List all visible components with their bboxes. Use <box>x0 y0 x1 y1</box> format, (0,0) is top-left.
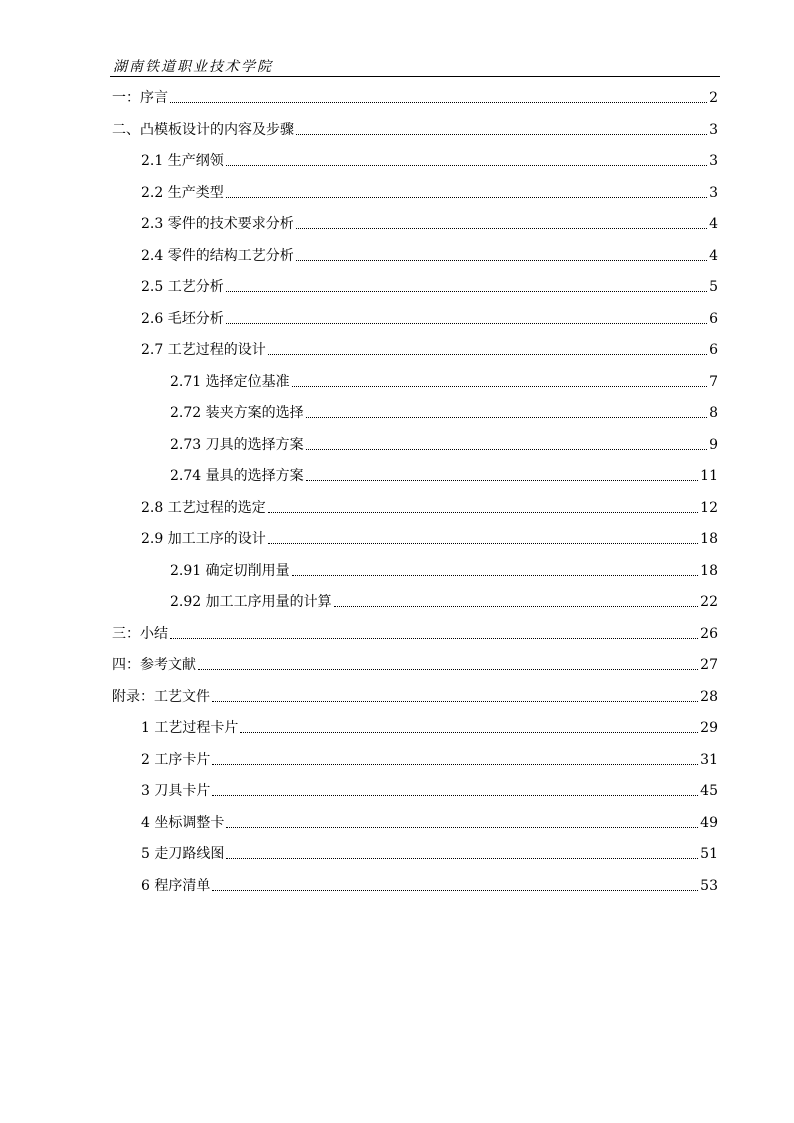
toc-entry[interactable] <box>141 781 718 801</box>
toc-entry-page-number: 29 <box>700 720 718 736</box>
toc-entry[interactable] <box>170 561 718 581</box>
toc-entry-label: 2.4 零件的结构工艺分析 <box>141 247 294 264</box>
toc-entry[interactable] <box>170 592 718 612</box>
toc-entry-label: 3 刀具卡片 <box>141 783 211 799</box>
toc-entry[interactable] <box>141 340 718 360</box>
toc-dot-leader <box>212 764 698 765</box>
toc-entry[interactable] <box>112 624 718 644</box>
toc-entry-page-number: 7 <box>709 373 718 390</box>
toc-entry[interactable] <box>170 466 718 486</box>
toc-entry[interactable] <box>112 88 718 108</box>
toc-entry-label: 2.7 工艺过程的设计 <box>141 342 266 358</box>
toc-dot-leader <box>292 575 699 576</box>
toc-dot-leader <box>240 732 698 733</box>
toc-entry-label: 2.73 刀具的选择方案 <box>170 436 304 453</box>
toc-entry-label: 2.1 生产纲领 <box>141 153 224 169</box>
toc-dot-leader <box>226 858 698 859</box>
toc-entry-label: 4 坐标调整卡 <box>141 814 225 831</box>
toc-entry-page-number: 31 <box>700 751 718 768</box>
toc-entry-page-number: 9 <box>709 436 718 453</box>
toc-dot-leader <box>268 543 698 544</box>
toc-entry-page-number: 12 <box>700 499 718 516</box>
toc-entry-page-number: 4 <box>709 247 718 264</box>
toc-entry-page-number: 5 <box>709 279 718 295</box>
toc-entry-page-number: 27 <box>700 657 718 673</box>
toc-entry[interactable] <box>141 214 718 234</box>
toc-entry[interactable] <box>170 435 718 455</box>
toc-dot-leader <box>212 890 698 891</box>
toc-entry[interactable] <box>141 309 718 329</box>
toc-dot-leader <box>334 606 699 607</box>
toc-entry-page-number: 53 <box>700 877 718 894</box>
toc-entry-page-number: 3 <box>709 153 718 169</box>
toc-entry-page-number: 3 <box>709 121 718 138</box>
toc-entry-label: 一：序言 <box>112 90 168 106</box>
toc-entry-label: 2.2 生产类型 <box>141 184 224 201</box>
toc-entry-label: 1 工艺过程卡片 <box>141 720 239 736</box>
toc-entry-label: 2.8 工艺过程的选定 <box>141 499 266 516</box>
toc-dot-leader <box>296 260 707 261</box>
toc-dot-leader <box>306 480 699 481</box>
toc-entry-label: 2.71 选择定位基准 <box>170 373 290 390</box>
toc-entry[interactable] <box>112 655 718 675</box>
toc-entry-label: 四：参考文献 <box>112 657 196 673</box>
toc-entry[interactable] <box>141 813 718 833</box>
toc-entry[interactable] <box>112 120 718 140</box>
toc-dot-leader <box>226 197 707 198</box>
toc-entry-label: 6 程序清单 <box>141 877 211 894</box>
toc-dot-leader <box>226 323 707 324</box>
toc-entry[interactable] <box>141 277 718 297</box>
toc-entry-label: 2.9 加工工序的设计 <box>141 531 266 547</box>
toc-entry[interactable] <box>141 498 718 518</box>
toc-entry[interactable] <box>141 183 718 203</box>
toc-entry[interactable] <box>170 403 718 423</box>
header-divider <box>110 76 720 77</box>
toc-entry-label: 2.5 工艺分析 <box>141 279 224 295</box>
toc-dot-leader <box>226 165 707 166</box>
toc-entry-page-number: 6 <box>709 310 718 327</box>
toc-entry[interactable] <box>141 844 718 864</box>
toc-entry[interactable] <box>141 750 718 770</box>
toc-entry-label: 2.72 装夹方案的选择 <box>170 405 304 421</box>
toc-dot-leader <box>212 701 698 702</box>
toc-entry-label: 2.91 确定切削用量 <box>170 562 290 579</box>
toc-entry[interactable] <box>141 246 718 266</box>
toc-entry-page-number: 26 <box>700 625 718 642</box>
toc-dot-leader <box>268 512 698 513</box>
toc-entry-page-number: 11 <box>700 468 718 484</box>
toc-entry-page-number: 22 <box>700 594 718 610</box>
toc-dot-leader <box>170 638 698 639</box>
toc-entry[interactable] <box>141 876 718 896</box>
toc-entry-label: 二、凸模板设计的内容及步骤 <box>112 121 294 138</box>
toc-entry-page-number: 6 <box>709 342 718 358</box>
toc-entry-page-number: 28 <box>700 688 718 705</box>
toc-entry-label: 2.3 零件的技术要求分析 <box>141 216 294 232</box>
toc-entry-page-number: 8 <box>709 405 718 421</box>
toc-dot-leader <box>226 827 698 828</box>
toc-entry-page-number: 18 <box>700 531 718 547</box>
toc-entry-page-number: 45 <box>700 783 718 799</box>
toc-dot-leader <box>292 386 707 387</box>
toc-entry-page-number: 3 <box>709 184 718 201</box>
toc-dot-leader <box>198 669 698 670</box>
toc-entry[interactable] <box>170 372 718 392</box>
toc-dot-leader <box>268 354 707 355</box>
toc-entry[interactable] <box>112 687 718 707</box>
toc-dot-leader <box>296 134 707 135</box>
toc-entry-page-number: 51 <box>700 846 718 862</box>
toc-dot-leader <box>170 102 707 103</box>
page-header-title: 湖南铁道职业技术学院 <box>113 59 273 75</box>
toc-dot-leader <box>306 449 707 450</box>
toc-entry-label: 三：小结 <box>112 625 168 642</box>
toc-entry-label: 附录：工艺文件 <box>112 688 210 705</box>
toc-dot-leader <box>212 795 698 796</box>
toc-entry-label: 2.92 加工工序用量的计算 <box>170 594 332 610</box>
toc-entry-page-number: 49 <box>700 814 718 831</box>
toc-entry[interactable] <box>141 151 718 171</box>
toc-dot-leader <box>226 291 707 292</box>
toc-entry-page-number: 18 <box>700 562 718 579</box>
toc-entry-label: 5 走刀路线图 <box>141 846 225 862</box>
toc-entry-label: 2.74 量具的选择方案 <box>170 468 304 484</box>
toc-entry-label: 2.6 毛坯分析 <box>141 310 224 327</box>
toc-entry[interactable] <box>141 529 718 549</box>
toc-entry-label: 2 工序卡片 <box>141 751 211 768</box>
toc-dot-leader <box>296 228 707 229</box>
toc-entry-page-number: 2 <box>709 90 718 106</box>
toc-entry[interactable] <box>141 718 718 738</box>
toc-entry-page-number: 4 <box>709 216 718 232</box>
toc-dot-leader <box>306 417 707 418</box>
